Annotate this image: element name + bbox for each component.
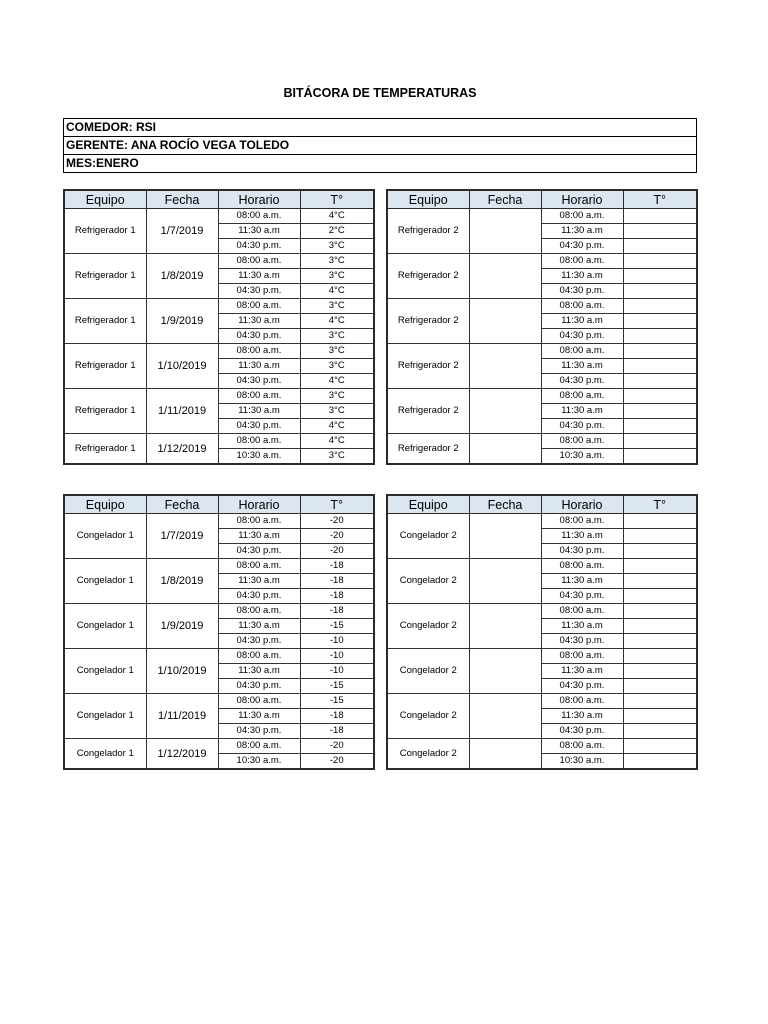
column-header: Fecha xyxy=(146,495,218,514)
horario-cell: 11:30 a.m xyxy=(541,664,623,679)
temperature-cell xyxy=(623,619,697,634)
horario-cell: 11:30 a.m xyxy=(541,359,623,374)
temperature-cell xyxy=(623,284,697,299)
equipo-cell: Refrigerador 2 xyxy=(387,344,469,389)
horario-cell: 11:30 a.m xyxy=(218,574,300,589)
temperature-cell: -10 xyxy=(300,664,374,679)
horario-cell: 04:30 p.m. xyxy=(541,329,623,344)
horario-cell: 08:00 a.m. xyxy=(218,694,300,709)
fecha-cell: 1/8/2019 xyxy=(146,559,218,604)
table-row xyxy=(387,514,697,529)
horario-cell: 08:00 a.m. xyxy=(541,254,623,269)
temperature-cell: 3°C xyxy=(300,404,374,419)
horario-cell: 04:30 p.m. xyxy=(218,679,300,694)
temperature-cell xyxy=(623,589,697,604)
horario-cell: 11:30 a.m xyxy=(218,529,300,544)
table-row xyxy=(387,559,697,574)
fecha-cell: 1/7/2019 xyxy=(146,209,218,254)
horario-cell: 04:30 p.m. xyxy=(218,239,300,254)
fecha-cell xyxy=(469,739,541,770)
equipo-cell: Congelador 1 xyxy=(64,694,146,739)
table-row xyxy=(64,694,374,709)
temperature-cell: 2°C xyxy=(300,224,374,239)
horario-cell: 04:30 p.m. xyxy=(541,724,623,739)
equipo-cell: Refrigerador 1 xyxy=(64,299,146,344)
temperature-cell xyxy=(623,404,697,419)
temperature-cell: -20 xyxy=(300,514,374,529)
fecha-cell xyxy=(469,299,541,344)
horario-cell: 10:30 a.m. xyxy=(218,754,300,770)
horario-cell: 11:30 a.m xyxy=(541,404,623,419)
horario-cell: 04:30 p.m. xyxy=(541,284,623,299)
table-row xyxy=(387,694,697,709)
horario-cell: 04:30 p.m. xyxy=(541,544,623,559)
equipo-cell: Congelador 1 xyxy=(64,604,146,649)
horario-cell: 08:00 a.m. xyxy=(541,649,623,664)
horario-cell: 08:00 a.m. xyxy=(218,604,300,619)
table-row xyxy=(387,254,697,269)
temperature-cell: 3°C xyxy=(300,254,374,269)
table-row xyxy=(387,389,697,404)
temperature-cell xyxy=(623,679,697,694)
column-header: T° xyxy=(623,495,697,514)
table-row xyxy=(64,209,374,224)
horario-cell: 11:30 a.m xyxy=(541,574,623,589)
temperature-cell: 4°C xyxy=(300,419,374,434)
table-row xyxy=(64,389,374,404)
table-row xyxy=(64,254,374,269)
temperature-cell xyxy=(623,649,697,664)
equipo-cell: Congelador 1 xyxy=(64,559,146,604)
horario-cell: 08:00 a.m. xyxy=(218,344,300,359)
horario-cell: 04:30 p.m. xyxy=(218,284,300,299)
temperature-cell xyxy=(623,514,697,529)
equipo-cell: Congelador 1 xyxy=(64,514,146,559)
horario-cell: 08:00 a.m. xyxy=(218,434,300,449)
temperature-cell xyxy=(623,664,697,679)
log-table-refrigerador-1 xyxy=(63,189,375,465)
header-row xyxy=(64,495,374,514)
temperature-cell xyxy=(623,559,697,574)
equipo-cell: Congelador 2 xyxy=(387,559,469,604)
horario-cell: 08:00 a.m. xyxy=(218,514,300,529)
horario-cell: 04:30 p.m. xyxy=(541,589,623,604)
horario-cell: 08:00 a.m. xyxy=(541,604,623,619)
fecha-cell xyxy=(469,389,541,434)
fecha-cell: 1/10/2019 xyxy=(146,344,218,389)
horario-cell: 11:30 a.m xyxy=(218,709,300,724)
fecha-cell: 1/12/2019 xyxy=(146,434,218,465)
header-row xyxy=(387,495,697,514)
horario-cell: 08:00 a.m. xyxy=(541,299,623,314)
horario-cell: 04:30 p.m. xyxy=(541,634,623,649)
fecha-cell xyxy=(469,649,541,694)
fecha-cell xyxy=(469,559,541,604)
column-header: Equipo xyxy=(387,190,469,209)
equipo-cell: Refrigerador 1 xyxy=(64,254,146,299)
equipo-cell: Refrigerador 2 xyxy=(387,254,469,299)
log-table-congelador-2 xyxy=(386,494,698,770)
temperature-cell xyxy=(623,389,697,404)
horario-cell: 11:30 a.m xyxy=(541,529,623,544)
temperature-cell xyxy=(623,314,697,329)
page-title: BITÁCORA DE TEMPERATURAS xyxy=(283,86,477,100)
temperature-cell xyxy=(623,449,697,465)
fecha-cell: 1/12/2019 xyxy=(146,739,218,770)
temperature-cell: 3°C xyxy=(300,359,374,374)
horario-cell: 11:30 a.m xyxy=(218,224,300,239)
equipo-cell: Refrigerador 2 xyxy=(387,209,469,254)
column-header: Horario xyxy=(541,495,623,514)
horario-cell: 11:30 a.m xyxy=(541,314,623,329)
temperature-cell: 3°C xyxy=(300,389,374,404)
temperature-cell: -18 xyxy=(300,574,374,589)
table-row xyxy=(64,649,374,664)
horario-cell: 04:30 p.m. xyxy=(541,239,623,254)
temperature-cell xyxy=(623,374,697,389)
fecha-cell: 1/10/2019 xyxy=(146,649,218,694)
fecha-cell xyxy=(469,254,541,299)
temperature-cell xyxy=(623,694,697,709)
temperature-cell: 3°C xyxy=(300,269,374,284)
temperature-cell: -10 xyxy=(300,649,374,664)
horario-cell: 04:30 p.m. xyxy=(541,679,623,694)
temperature-cell: 3°C xyxy=(300,344,374,359)
equipo-cell: Refrigerador 2 xyxy=(387,299,469,344)
horario-cell: 10:30 a.m. xyxy=(541,754,623,770)
column-header: T° xyxy=(300,495,374,514)
gerente-field: GERENTE: ANA ROCÍO VEGA TOLEDO xyxy=(64,137,697,155)
temperature-cell: -18 xyxy=(300,724,374,739)
horario-cell: 11:30 a.m xyxy=(541,269,623,284)
temperature-cell: -18 xyxy=(300,709,374,724)
temperature-cell xyxy=(623,359,697,374)
horario-cell: 08:00 a.m. xyxy=(541,739,623,754)
equipo-cell: Congelador 2 xyxy=(387,649,469,694)
column-header: Horario xyxy=(541,190,623,209)
temperature-cell xyxy=(623,209,697,224)
horario-cell: 11:30 a.m xyxy=(218,359,300,374)
fecha-cell: 1/9/2019 xyxy=(146,299,218,344)
column-header: T° xyxy=(623,190,697,209)
horario-cell: 08:00 a.m. xyxy=(541,389,623,404)
horario-cell: 11:30 a.m xyxy=(218,664,300,679)
temperature-cell xyxy=(623,574,697,589)
temperature-cell: 4°C xyxy=(300,209,374,224)
temperature-cell: -15 xyxy=(300,679,374,694)
temperature-cell: -10 xyxy=(300,634,374,649)
temperature-cell: 4°C xyxy=(300,284,374,299)
equipo-cell: Congelador 2 xyxy=(387,604,469,649)
temperature-cell: -20 xyxy=(300,754,374,770)
fecha-cell xyxy=(469,514,541,559)
temperature-cell xyxy=(623,709,697,724)
horario-cell: 11:30 a.m xyxy=(541,224,623,239)
equipo-cell: Refrigerador 1 xyxy=(64,344,146,389)
horario-cell: 04:30 p.m. xyxy=(218,589,300,604)
table-row xyxy=(64,299,374,314)
temperature-cell: -20 xyxy=(300,739,374,754)
horario-cell: 11:30 a.m xyxy=(541,709,623,724)
table-row xyxy=(64,344,374,359)
horario-cell: 04:30 p.m. xyxy=(218,634,300,649)
temperature-cell xyxy=(623,529,697,544)
fecha-cell: 1/9/2019 xyxy=(146,604,218,649)
column-header: T° xyxy=(300,190,374,209)
fecha-cell xyxy=(469,434,541,465)
log-table-refrigerador-2 xyxy=(386,189,698,465)
equipo-cell: Refrigerador 1 xyxy=(64,209,146,254)
equipo-cell: Refrigerador 2 xyxy=(387,389,469,434)
temperature-cell xyxy=(623,754,697,770)
temperature-cell: 3°C xyxy=(300,299,374,314)
table-row xyxy=(387,604,697,619)
horario-cell: 08:00 a.m. xyxy=(218,389,300,404)
temperature-cell xyxy=(623,739,697,754)
horario-cell: 10:30 a.m. xyxy=(541,449,623,465)
horario-cell: 08:00 a.m. xyxy=(218,299,300,314)
equipo-cell: Congelador 2 xyxy=(387,694,469,739)
temperature-cell xyxy=(623,434,697,449)
table-row xyxy=(387,649,697,664)
comedor-field: COMEDOR: RSI xyxy=(64,119,697,137)
horario-cell: 11:30 a.m xyxy=(218,269,300,284)
temperature-cell xyxy=(623,239,697,254)
temperature-cell: -18 xyxy=(300,559,374,574)
equipo-cell: Congelador 2 xyxy=(387,739,469,770)
temperature-cell: -18 xyxy=(300,589,374,604)
horario-cell: 11:30 a.m xyxy=(218,404,300,419)
horario-cell: 04:30 p.m. xyxy=(541,419,623,434)
fecha-cell: 1/7/2019 xyxy=(146,514,218,559)
fecha-cell: 1/11/2019 xyxy=(146,694,218,739)
temperature-cell: 3°C xyxy=(300,329,374,344)
temperature-cell: -20 xyxy=(300,544,374,559)
fecha-cell xyxy=(469,604,541,649)
table-row xyxy=(64,739,374,754)
horario-cell: 08:00 a.m. xyxy=(218,254,300,269)
temperature-cell xyxy=(623,604,697,619)
table-row xyxy=(387,299,697,314)
temperature-cell xyxy=(623,544,697,559)
mes-field: MES:ENERO xyxy=(64,155,697,173)
horario-cell: 08:00 a.m. xyxy=(218,209,300,224)
horario-cell: 04:30 p.m. xyxy=(218,329,300,344)
header-info-table xyxy=(63,118,697,173)
temperature-cell: -20 xyxy=(300,529,374,544)
temperature-cell xyxy=(623,299,697,314)
horario-cell: 08:00 a.m. xyxy=(218,739,300,754)
horario-cell: 11:30 a.m xyxy=(541,619,623,634)
fecha-cell xyxy=(469,209,541,254)
fecha-cell: 1/11/2019 xyxy=(146,389,218,434)
horario-cell: 08:00 a.m. xyxy=(541,344,623,359)
horario-cell: 04:30 p.m. xyxy=(218,374,300,389)
horario-cell: 08:00 a.m. xyxy=(541,559,623,574)
temperature-cell xyxy=(623,634,697,649)
equipo-cell: Refrigerador 2 xyxy=(387,434,469,465)
temperature-cell xyxy=(623,724,697,739)
horario-cell: 04:30 p.m. xyxy=(218,419,300,434)
equipo-cell: Refrigerador 1 xyxy=(64,389,146,434)
header-row xyxy=(64,190,374,209)
table-row xyxy=(64,434,374,449)
column-header: Horario xyxy=(218,495,300,514)
horario-cell: 11:30 a.m xyxy=(218,314,300,329)
horario-cell: 08:00 a.m. xyxy=(541,434,623,449)
horario-cell: 04:30 p.m. xyxy=(541,374,623,389)
column-header: Fecha xyxy=(469,190,541,209)
temperature-cell xyxy=(623,224,697,239)
header-row xyxy=(387,190,697,209)
temperature-cell: 3°C xyxy=(300,239,374,254)
temperature-cell: 4°C xyxy=(300,314,374,329)
column-header: Horario xyxy=(218,190,300,209)
temperature-cell: -15 xyxy=(300,619,374,634)
column-header: Equipo xyxy=(64,190,146,209)
table-row xyxy=(387,434,697,449)
temperature-cell: 4°C xyxy=(300,434,374,449)
table-row xyxy=(64,559,374,574)
table-row xyxy=(64,604,374,619)
table-row xyxy=(387,344,697,359)
horario-cell: 04:30 p.m. xyxy=(218,724,300,739)
temperature-cell: -15 xyxy=(300,694,374,709)
temperature-cell: -18 xyxy=(300,604,374,619)
equipo-cell: Congelador 1 xyxy=(64,739,146,770)
temperature-cell: 4°C xyxy=(300,374,374,389)
temperature-cell xyxy=(623,254,697,269)
horario-cell: 08:00 a.m. xyxy=(218,649,300,664)
horario-cell: 08:00 a.m. xyxy=(541,694,623,709)
column-header: Fecha xyxy=(469,495,541,514)
temperature-cell xyxy=(623,329,697,344)
column-header: Equipo xyxy=(64,495,146,514)
table-row xyxy=(387,209,697,224)
log-table-congelador-1 xyxy=(63,494,375,770)
equipo-cell: Refrigerador 1 xyxy=(64,434,146,465)
table-row xyxy=(64,514,374,529)
equipo-cell: Congelador 1 xyxy=(64,649,146,694)
horario-cell: 10:30 a.m. xyxy=(218,449,300,465)
column-header: Equipo xyxy=(387,495,469,514)
horario-cell: 04:30 p.m. xyxy=(218,544,300,559)
temperature-cell xyxy=(623,344,697,359)
temperature-cell: 3°C xyxy=(300,449,374,465)
horario-cell: 08:00 a.m. xyxy=(218,559,300,574)
horario-cell: 08:00 a.m. xyxy=(541,209,623,224)
temperature-cell xyxy=(623,419,697,434)
column-header: Fecha xyxy=(146,190,218,209)
fecha-cell xyxy=(469,344,541,389)
fecha-cell: 1/8/2019 xyxy=(146,254,218,299)
fecha-cell xyxy=(469,694,541,739)
equipo-cell: Congelador 2 xyxy=(387,514,469,559)
horario-cell: 11:30 a.m xyxy=(218,619,300,634)
table-row xyxy=(387,739,697,754)
temperature-cell xyxy=(623,269,697,284)
horario-cell: 08:00 a.m. xyxy=(541,514,623,529)
